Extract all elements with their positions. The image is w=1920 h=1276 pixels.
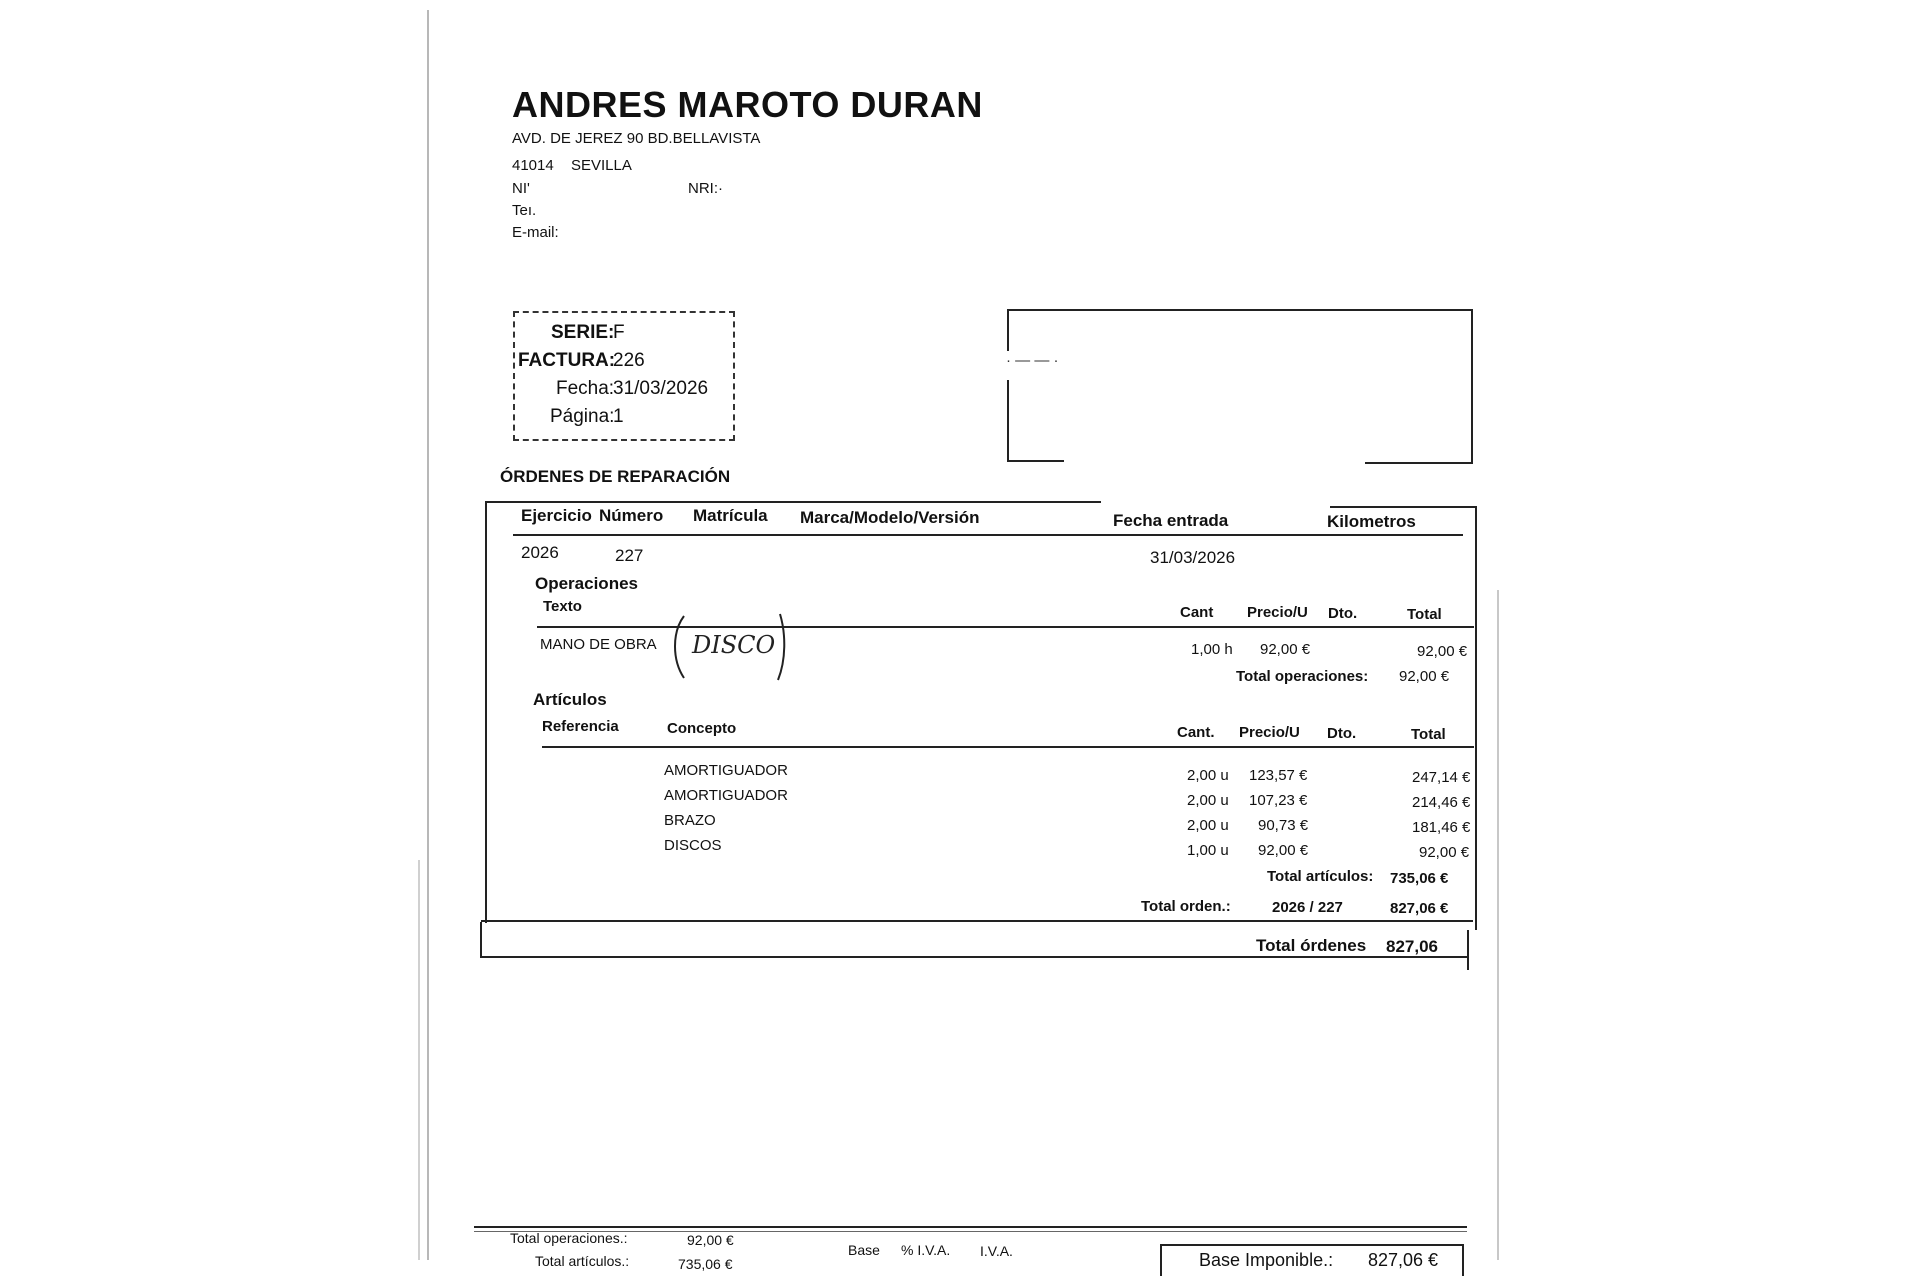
client-box-left — [1007, 380, 1009, 462]
company-name: ANDRES MAROTO DURAN — [512, 84, 983, 125]
art-row-concepto: DISCOS — [664, 837, 722, 854]
tel-label: Teı. — [512, 202, 537, 219]
col-kilometros: Kilometros — [1327, 512, 1416, 531]
total-orden-value: 827,06 € — [1390, 900, 1449, 917]
footer-total-operaciones-value: 92,00 € — [687, 1232, 734, 1248]
factura-label: FACTURA: — [518, 350, 616, 371]
client-box-left — [1007, 309, 1009, 351]
total-orden-ref: 2026 / 227 — [1272, 899, 1343, 916]
op-row-precio: 92,00 € — [1260, 641, 1311, 658]
order-fecha-entrada: 31/03/2026 — [1150, 548, 1236, 567]
orders-frame-top — [486, 501, 1101, 503]
company-city: SEVILLA — [571, 157, 632, 174]
serie-label: SERIE: — [551, 322, 615, 343]
client-box-bottom — [1007, 460, 1064, 462]
op-row-texto: MANO DE OBRA — [540, 636, 657, 653]
orders-frame-top — [1330, 506, 1477, 508]
footer-base-imponible-label: Base Imponible.: — [1199, 1250, 1334, 1270]
fecha-label: Fecha: — [556, 378, 615, 399]
art-row-cant: 1,00 u — [1187, 842, 1229, 859]
footer-iva-label: I.V.A. — [980, 1243, 1013, 1259]
op-total-value: 92,00 € — [1399, 668, 1450, 685]
company-address: AVD. DE JEREZ 90 BD.BELLAVISTA — [512, 130, 761, 147]
footer-base-imponible-value: 827,06 € — [1368, 1250, 1439, 1270]
serie-value: F — [613, 322, 625, 343]
art-row-concepto: AMORTIGUADOR — [664, 787, 788, 804]
company-postal-code: 41014 — [512, 157, 554, 174]
total-orden-label: Total orden.: — [1141, 898, 1231, 915]
col-fecha-entrada: Fecha entrada — [1113, 511, 1229, 530]
art-row-cant: 2,00 u — [1187, 792, 1229, 809]
footer-pct-iva-label: % I.V.A. — [901, 1242, 951, 1258]
art-row-concepto: AMORTIGUADOR — [664, 762, 788, 779]
client-box-top — [1007, 309, 1473, 311]
art-row-total: 92,00 € — [1419, 844, 1470, 861]
art-row-cant: 2,00 u — [1187, 767, 1229, 784]
orders-frame-bottom — [480, 956, 1469, 958]
fecha-value: 31/03/2026 — [613, 378, 709, 399]
operaciones-title: Operaciones — [535, 574, 638, 593]
art-row-total: 214,46 € — [1412, 794, 1471, 811]
orders-frame-divider — [481, 920, 1473, 922]
col-marca: Marca/Modelo/Versión — [800, 508, 980, 527]
nri-label: NRI:· — [688, 180, 723, 197]
orders-frame-right — [1467, 930, 1469, 970]
order-ejercicio: 2026 — [521, 543, 559, 562]
email-label: E-mail: — [512, 224, 559, 241]
pagina-value: 1 — [613, 406, 624, 427]
client-box-bottom — [1365, 462, 1473, 464]
page-edge — [427, 10, 429, 1260]
articulos-title: Artículos — [533, 690, 607, 709]
orders-frame-right — [1475, 506, 1477, 930]
orders-frame-left — [485, 501, 487, 923]
handwritten-note — [670, 610, 792, 684]
client-box-right — [1471, 309, 1473, 464]
orders-frame-left — [480, 922, 482, 958]
total-ordenes-value: 827,06 — [1386, 937, 1438, 956]
art-col-referencia: Referencia — [542, 718, 619, 735]
art-row-cant: 2,00 u — [1187, 817, 1229, 834]
section-title: ÓRDENES DE REPARACIÓN — [500, 467, 731, 486]
art-total-label: Total artículos: — [1267, 868, 1374, 885]
footer-rule — [474, 1226, 1467, 1228]
footer-total-articulos-label: Total artículos.: — [535, 1253, 630, 1269]
footer-total-articulos-value: 735,06 € — [678, 1256, 733, 1272]
op-row-cant: 1,00 h — [1191, 641, 1233, 658]
op-col-dto: Dto. — [1328, 605, 1358, 622]
footer-base-label: Base — [848, 1242, 880, 1258]
factura-value: 226 — [613, 350, 645, 371]
pagina-label: Página: — [550, 406, 615, 427]
op-row-total: 92,00 € — [1417, 643, 1468, 660]
art-header-rule — [542, 746, 1474, 748]
art-row-concepto: BRAZO — [664, 812, 716, 829]
col-matricula: Matrícula — [693, 506, 768, 525]
op-col-cant: Cant — [1180, 604, 1214, 621]
art-row-precio: 90,73 € — [1258, 817, 1309, 834]
op-total-label: Total operaciones: — [1236, 668, 1369, 685]
page-edge — [418, 860, 420, 1260]
op-col-texto: Texto — [543, 598, 582, 615]
art-col-cant: Cant. — [1177, 724, 1215, 741]
total-ordenes-label: Total órdenes — [1256, 936, 1367, 955]
art-total-value: 735,06 € — [1390, 870, 1449, 887]
art-row-precio: 92,00 € — [1258, 842, 1309, 859]
art-row-total: 247,14 € — [1412, 769, 1471, 786]
op-col-precio: Precio/U — [1247, 604, 1308, 621]
order-numero: 227 — [615, 546, 644, 565]
orders-header-rule — [513, 534, 1463, 536]
col-ejercicio: Ejercicio — [521, 506, 592, 525]
op-col-total: Total — [1407, 606, 1442, 623]
art-col-precio: Precio/U — [1239, 724, 1300, 741]
art-row-total: 181,46 € — [1412, 819, 1471, 836]
footer-total-operaciones-label: Total operaciones.: — [510, 1230, 628, 1246]
art-col-dto: Dto. — [1327, 725, 1357, 742]
art-col-total: Total — [1411, 726, 1446, 743]
page-edge — [1497, 590, 1499, 1260]
client-box-mark: · — — · — [1006, 352, 1059, 369]
col-numero: Número — [599, 506, 664, 525]
art-row-precio: 123,57 € — [1249, 767, 1308, 784]
art-row-precio: 107,23 € — [1249, 792, 1308, 809]
nif-label: NI' — [512, 180, 530, 197]
handwritten-note-text: DISCO — [692, 631, 776, 659]
art-col-concepto: Concepto — [667, 720, 737, 737]
